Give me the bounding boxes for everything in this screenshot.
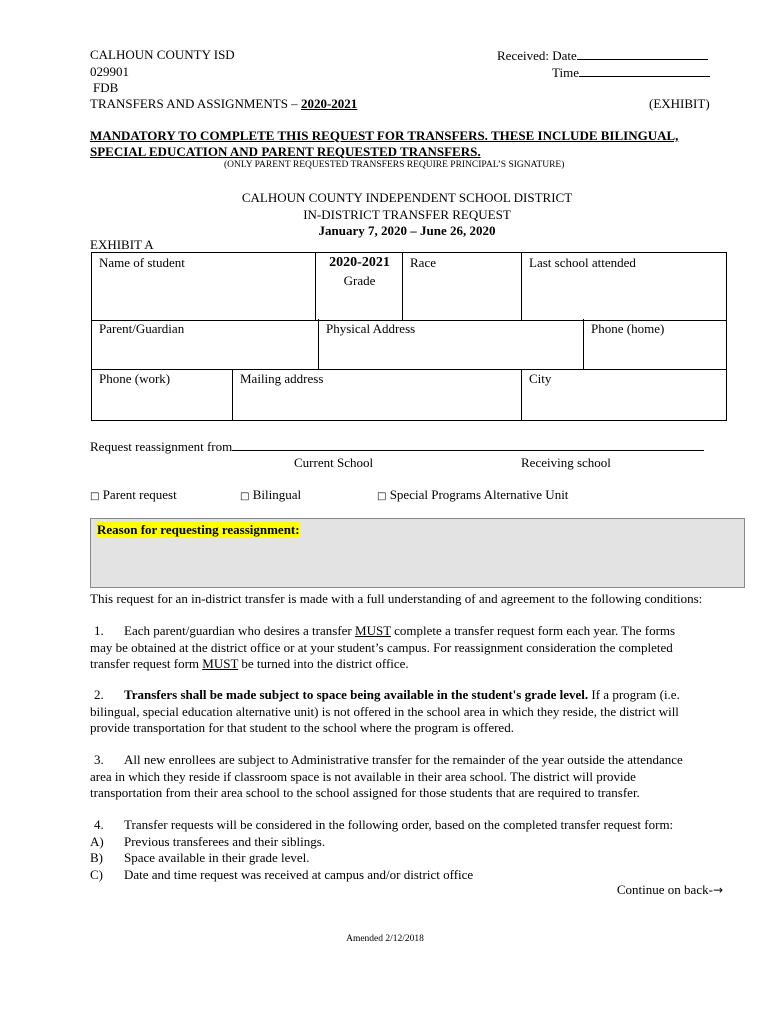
condition-4-number: 4. <box>94 817 104 832</box>
option-bilingual[interactable] <box>240 487 301 503</box>
form-row-1 <box>91 252 727 321</box>
center-line-2: IN-DISTRICT TRANSFER REQUEST <box>303 207 511 222</box>
form-row-3 <box>91 369 727 421</box>
grade-label: Grade <box>343 273 376 288</box>
condition-3-line-3: transportation from their area school to the school assigned for those students that are required to transfer. <box>90 785 640 800</box>
policy-code: FDB <box>93 80 119 95</box>
title-prefix: TRANSFERS AND ASSIGNMENTS – <box>90 96 301 111</box>
received-time-blank[interactable] <box>579 64 710 77</box>
city-label: City <box>529 371 552 386</box>
last-school-label: Last school attended <box>529 255 636 270</box>
mandatory-line-2: SPECIAL EDUCATION AND PARENT REQUESTED TRANSFERS. <box>90 144 481 159</box>
exhibit-a-label: EXHIBIT A <box>90 237 154 252</box>
district-code: 029901 <box>90 64 129 79</box>
reassign-row <box>90 438 704 455</box>
checkbox-icon[interactable]: □ <box>240 491 250 502</box>
option-parent-request[interactable] <box>90 487 177 503</box>
condition-1-line-2: may be obtained at the district office or at your student’s campus. For reassignment consideration the completed <box>90 639 673 655</box>
condition-4-b-label: B) <box>90 850 103 865</box>
received-time <box>552 64 710 81</box>
arrow-right-icon: → <box>712 883 723 897</box>
phone-home-cell[interactable] <box>584 319 726 369</box>
option-special-label: Special Programs Alternative Unit <box>389 487 569 502</box>
condition-1-must-2: MUST <box>202 656 239 671</box>
condition-3-line-1: All new enrollees are subject to Administrative transfer for the remainder of the year outside the attendance <box>124 752 683 767</box>
physical-address-cell[interactable] <box>319 319 584 369</box>
center-line-1: CALHOUN COUNTY INDEPENDENT SCHOOL DISTRICT <box>241 190 573 205</box>
received-date <box>497 47 708 64</box>
mailing-address-cell[interactable] <box>233 369 522 420</box>
condition-1-must: MUST <box>355 623 391 638</box>
reassign-label: Request reassignment from <box>90 439 233 454</box>
parent-guardian-cell[interactable] <box>92 319 319 369</box>
signature-note: (ONLY PARENT REQUESTED TRANSFERS REQUIRE PRINCIPAL’S SIGNATURE) <box>224 160 565 170</box>
reassign-blank[interactable] <box>232 438 704 451</box>
condition-1-text-b: complete a transfer request form each year. The forms <box>390 623 676 638</box>
exhibit-tag: (EXHIBIT) <box>649 96 710 111</box>
option-special-programs[interactable] <box>377 487 568 503</box>
checkbox-icon[interactable]: □ <box>377 491 387 502</box>
conditions-intro: This request for an in-district transfer is made with a full understanding of and agreement to the following conditions: <box>90 591 703 606</box>
phone-home-label: Phone (home) <box>591 321 665 336</box>
reason-label: Reason for requesting reassignment: <box>97 522 300 537</box>
city-cell[interactable] <box>522 369 726 420</box>
form-row-2 <box>91 319 727 370</box>
received-time-label: Time <box>552 65 579 80</box>
condition-4-b: Space available in their grade level. <box>124 850 310 865</box>
race-cell[interactable] <box>403 253 522 320</box>
condition-4-c: Date and time request was received at campus and/or district office <box>124 866 474 882</box>
phone-work-cell[interactable] <box>92 369 233 420</box>
condition-4-c-label: C) <box>90 866 103 882</box>
option-bilingual-label: Bilingual <box>252 487 302 502</box>
condition-2-number: 2. <box>94 687 104 702</box>
condition-1-line-3a: transfer request form <box>90 656 203 671</box>
grade-year: 2020-2021 <box>329 255 390 270</box>
parent-guardian-label: Parent/Guardian <box>99 321 185 336</box>
option-parent-label: Parent request <box>102 487 177 502</box>
continue-on-back <box>617 882 723 898</box>
condition-3 <box>90 752 730 802</box>
student-name-label: Name of student <box>99 255 185 270</box>
student-name-cell[interactable] <box>92 253 316 320</box>
condition-1-line-3b: be turned into the district office. <box>238 656 409 671</box>
condition-2 <box>90 687 730 737</box>
condition-2-bold: Transfers shall be made subject to space being available in the student's grade level. <box>124 687 589 702</box>
document-title <box>90 96 357 112</box>
condition-3-line-2: area in which they reside if classroom space is not available in their area school. The district will provide <box>90 768 636 784</box>
mandatory-line-1: MANDATORY TO COMPLETE THIS REQUEST FOR TRANSFERS. THESE INCLUDE BILINGUAL, <box>90 128 679 143</box>
current-school-label: Current School <box>294 455 374 470</box>
condition-2-line-2: bilingual, special education alternative unit) is not offered in the school area in which they reside, the district will <box>90 703 679 719</box>
date-range: January 7, 2020 – June 26, 2020 <box>318 223 496 238</box>
amended-date: Amended 2/12/2018 <box>346 934 424 944</box>
physical-address-label: Physical Address <box>326 321 416 336</box>
grade-cell[interactable] <box>316 253 403 320</box>
condition-2-line-3: provide transportation for that student to the school where the program is offered. <box>90 720 514 735</box>
received-date-label: Received: Date <box>497 48 577 63</box>
reason-box[interactable] <box>90 518 745 588</box>
mailing-address-label: Mailing address <box>240 371 324 386</box>
condition-4-a-label: A) <box>90 833 104 849</box>
district-name: CALHOUN COUNTY ISD <box>90 47 235 62</box>
condition-3-number: 3. <box>94 752 104 767</box>
title-year: 2020-2021 <box>300 96 358 111</box>
condition-4 <box>90 817 730 883</box>
checkbox-icon[interactable]: □ <box>90 491 100 502</box>
condition-1 <box>90 623 730 673</box>
receiving-school-label: Receiving school <box>521 455 611 470</box>
race-label: Race <box>410 255 436 270</box>
condition-2-rest: If a program (i.e. <box>588 687 680 702</box>
condition-4-a: Previous transferees and their siblings. <box>124 833 326 849</box>
condition-4-line-1: Transfer requests will be considered in the following order, based on the completed transfer request form: <box>124 817 674 832</box>
continue-text: Continue on back- <box>616 882 713 897</box>
condition-1-number: 1. <box>94 623 104 638</box>
received-date-blank[interactable] <box>577 47 708 60</box>
condition-1-text-a: Each parent/guardian who desires a transfer <box>124 623 356 638</box>
phone-work-label: Phone (work) <box>99 371 171 386</box>
last-school-cell[interactable] <box>522 253 726 320</box>
